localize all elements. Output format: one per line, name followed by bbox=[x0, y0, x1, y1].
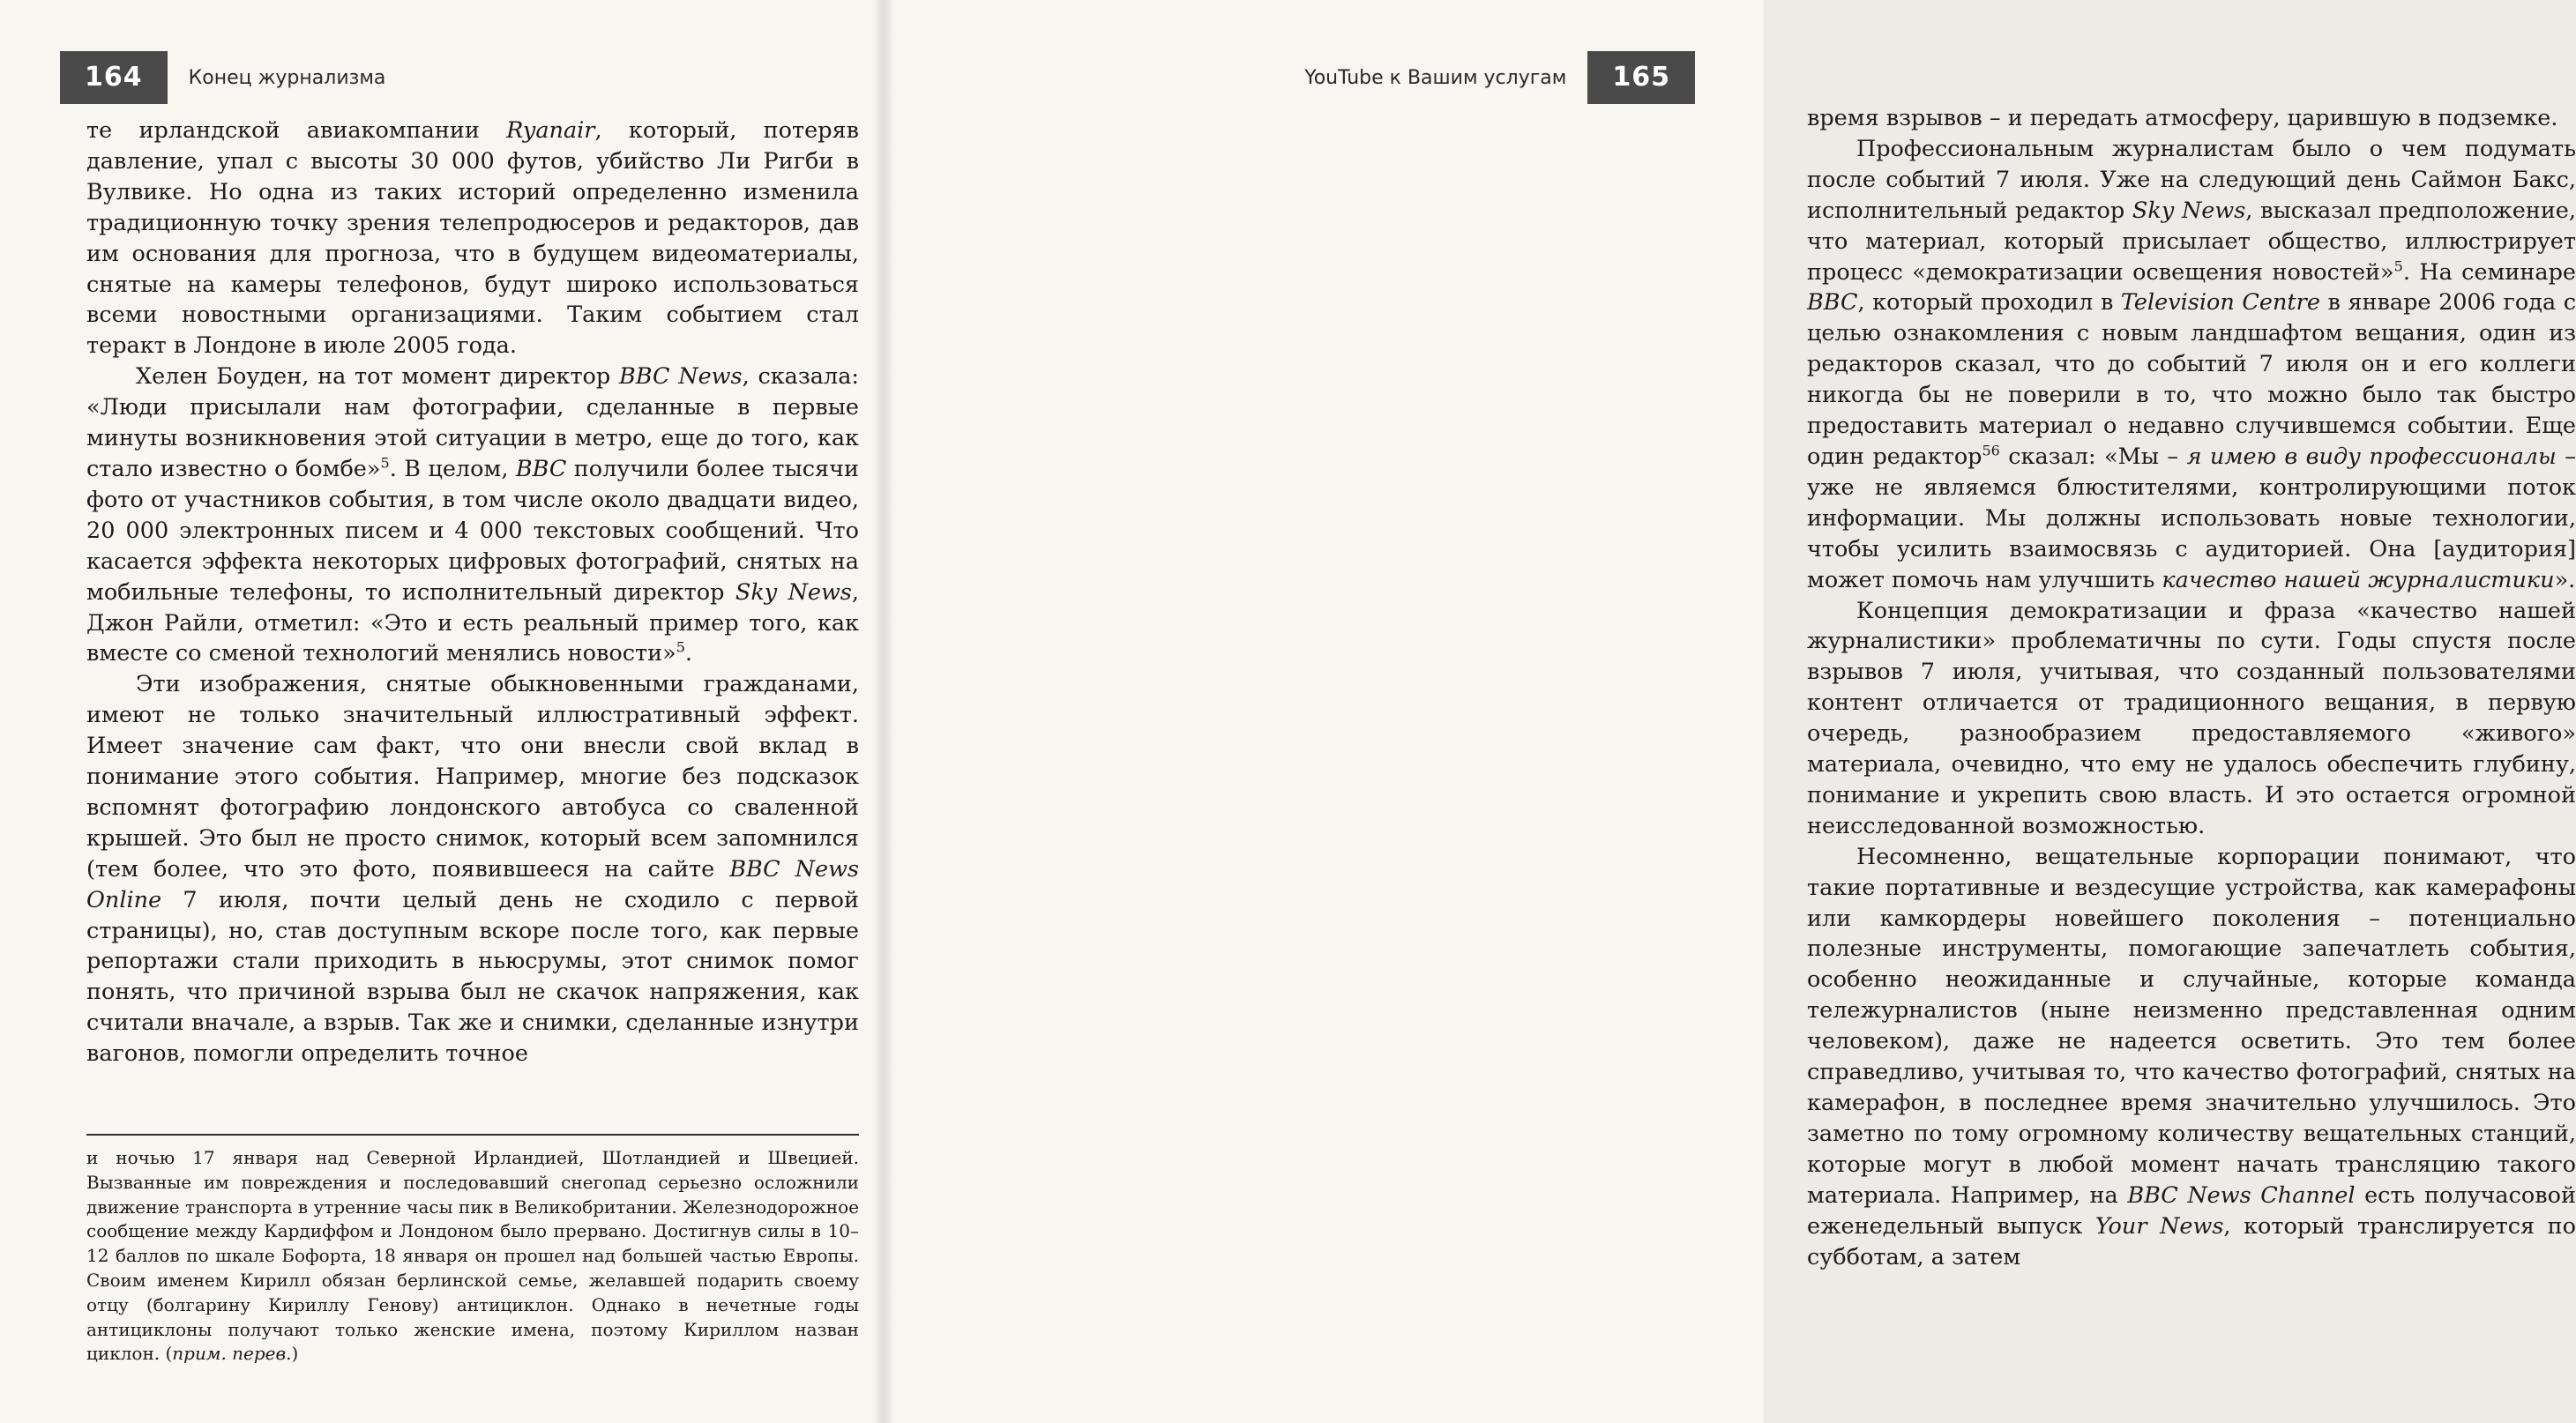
left-page bbox=[0, 0, 884, 1423]
right-paragraph-3: Концепция демократизации и фраза «качество нашей журналистики» проблематичны по сути. Годы спустя после взрывов 7 июля, учитывая, что созданный пользователями контент отличается от традиционного вещания, в первую очередь, разнообразием предоставляемого «живого» материала, очевидно, что ему не удалось обеспечить глубину, понимание и укрепить свою власть. И это остается огромной неисследованной возможностью. bbox=[1807, 597, 2576, 839]
footnote-ref: 5 bbox=[676, 638, 685, 656]
right-body-text bbox=[1807, 103, 2576, 1272]
right-page-number: 165 bbox=[1587, 51, 1695, 104]
footnote-ref: 5 bbox=[2393, 257, 2403, 275]
left-running-title: Конец журнализма bbox=[188, 66, 386, 89]
footnote-divider bbox=[86, 1134, 859, 1136]
left-paragraph-1: те ирландской авиакомпании Ryanair, который, потеряв давление, упал с высоты 30 000 футов, убийство Ли Ригби в Вулвике. Но одна из таких историй определенно изменила традиционную точку зрения телепродюсеров и редакторов, дав им основания для прогноза, что в будущем видеоматериалы, снятые на камеры телефонов, будут широко использоваться всеми новостными организациями. Таким событием стал теракт в Лондоне в июле 2005 года. bbox=[86, 117, 859, 360]
right-paragraph-1: время взрывов – и передать атмосферу, царившую в подземке. bbox=[1807, 105, 2558, 131]
right-page bbox=[884, 0, 2576, 1423]
footnote-ref: 5 bbox=[380, 454, 390, 472]
left-paragraph-2: Хелен Боуден, на тот момент директор BBC News, сказала: «Люди присылали нам фотографии, сделанные в первые минуты возникновения этой ситуации в метро, еще до того, как стало известно о бомбе»$^5$. В целом, BBC получили более тысячи фото от участников события, в том числе около двадцати видео, 20 000 электронных писем и 4 000 текстовых сообщений. Что касается эффекта некоторых цифровых фотографий, снятых на мобильные телефоны, то исполнительный директор Sky News, Джон Райли, отметил: «Это и есть реальный пример того, как вместе со сменой технологий менялись новости»$^5$. bbox=[86, 363, 859, 667]
footnote-ref: 56 bbox=[1982, 442, 2000, 459]
book-gutter bbox=[873, 0, 894, 1423]
right-paragraph-4: Несомненно, вещательные корпорации понимают, что такие портативные и вездесущие устройства, как камерафоны или камкордеры новейшего поколения – потенциально полезные инструменты, помогающие запечатлеть события, особенно неожиданные и случайные, которые команда тележурналистов (ныне неизменно представленная одним человеком), даже не надеется осветить. Это тем более справедливо, учитывая то, что качество фотографий, снятых на камерафон, в последнее время значительно улучшилось. Это заметно по тому огромному количеству вещательных станций, которые могут в любой момент начать трансляцию такого материала. Например, на BBC News Channel есть получасовой еженедельный выпуск Your News, который транслируется по субботам, а затем bbox=[1807, 843, 2576, 1270]
left-running-head bbox=[60, 51, 385, 104]
left-page-number: 164 bbox=[60, 51, 168, 104]
right-running-head bbox=[1304, 51, 1695, 104]
left-paragraph-3: Эти изображения, снятые обыкновенными гражданами, имеют не только значительный иллюстративный эффект. Имеет значение сам факт, что они внесли свой вклад в понимание этого события. Например, многие без подсказок вспомнят фотографию лондонского автобуса со сваленной крышей. Это был не просто снимок, который всем запомнился (тем более, что это фото, появившееся на сайте BBC News Online 7 июля, почти целый день не сходило с первой страницы), но, став доступным вскоре после того, как первые репортажи стали приходить в ньюсрумы, этот снимок помог понять, что причиной взрыва был не скачок напряжения, как считали вначале, а взрыв. Так же и снимки, сделанные изнутри вагонов, помогли определить точное bbox=[86, 671, 859, 1068]
left-body-text bbox=[86, 115, 859, 1069]
right-running-title: YouTube к Вашим услугам bbox=[1304, 66, 1567, 89]
right-paragraph-2: Профессиональным журналистам было о чем подумать после событий 7 июля. Уже на следующий день Саймон Бакс, исполнительный редактор Sky News, высказал предположение, что материал, который присылает общество, иллюстрирует процесс «демократизации освещения новостей»$^5$. На семинаре BBC, который проходил в Television Centre в январе 2006 года с целью ознакомления с новым ландшафтом вещания, один из редакторов сказал, что до событий 7 июля он и его коллеги никогда бы не поверили в то, что можно было так быстро предоставить материал о недавно случившемся событии. Еще один редактор$^{56}$ сказал: «Мы – я имею в виду профессионалы – уже не являемся блюстителями, контролирующими поток информации. Мы должны использовать новые технологии, чтобы усилить взаимосвязь с аудиторией. Она [аудитория] может помочь нам улучшить качество нашей журналистики». bbox=[1807, 135, 2576, 593]
footnote: и ночью 17 января над Северной Ирландией, Шотландией и Швецией. Вызванные им повреждения и последовавший снегопад серьезно осложнили движение транспорта в утренние часы пик в Великобритании. Железнодорожное сообщение между Кардиффом и Лондоном было прервано. Достигнув силы в 10–12 баллов по шкале Бофорта, 18 января он прошел над большей частью Европы. Своим именем Кирилл обязан берлинской семье, желавшей подарить своему отцу (болгарину Кириллу Генову) антициклон. Однако в нечетные годы антициклоны получают только женские имена, поэтому Кириллом назван циклон. (прим. перев.) bbox=[86, 1147, 859, 1365]
